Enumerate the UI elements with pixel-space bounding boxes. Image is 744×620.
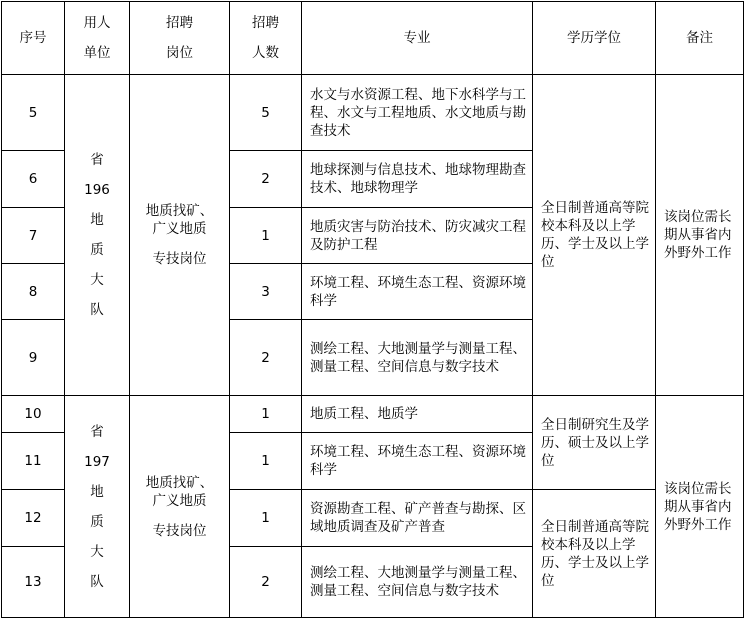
degree-cell: 全日制研究生及学历、硕士及以上学位 [533, 396, 656, 490]
recruitment-table [1, 1, 744, 618]
row-major: 环境工程、环境生态工程、资源环境科学 [302, 433, 533, 490]
unit-cell: 省 197 地 质 大 队 [65, 396, 130, 618]
row-seq: 6 [2, 151, 65, 208]
row-seq: 9 [2, 320, 65, 396]
row-count: 1 [230, 208, 302, 264]
row-count: 5 [230, 75, 302, 151]
row-count: 3 [230, 264, 302, 320]
header-unit: 用人 单位 [65, 2, 130, 75]
row-major: 测绘工程、大地测量学与测量工程、测量工程、空间信息与数字技术 [302, 547, 533, 618]
row-count: 1 [230, 396, 302, 433]
unit-cell: 省 196 地 质 大 队 [65, 75, 130, 396]
row-major: 环境工程、环境生态工程、资源环境科学 [302, 264, 533, 320]
row-major: 地球探测与信息技术、地球物理勘查技术、地球物理学 [302, 151, 533, 208]
header-row [2, 2, 744, 75]
row-major: 地质灾害与防治技术、防灾减灾工程及防护工程 [302, 208, 533, 264]
row-seq: 13 [2, 547, 65, 618]
header-post: 招聘 岗位 [130, 2, 230, 75]
row-seq: 5 [2, 75, 65, 151]
row-major: 水文与水资源工程、地下水科学与工程、水文与工程地质、水文地质与勘查技术 [302, 75, 533, 151]
row-major: 资源勘查工程、矿产普查与勘探、区域地质调查及矿产普查 [302, 490, 533, 547]
degree-cell: 全日制普通高等院校本科及以上学历、学士及以上学位 [533, 490, 656, 618]
table-row [2, 75, 744, 151]
row-seq: 7 [2, 208, 65, 264]
post-cell: 地质找矿、 广义地质 专技岗位 [130, 75, 230, 396]
header-major: 专业 [302, 2, 533, 75]
note-cell: 该岗位需长期从事省内外野外工作 [656, 396, 744, 618]
row-count: 2 [230, 547, 302, 618]
degree-cell: 全日制普通高等院校本科及以上学历、学士及以上学位 [533, 75, 656, 396]
row-seq: 11 [2, 433, 65, 490]
post-cell: 地质找矿、 广义地质 专技岗位 [130, 396, 230, 618]
row-seq: 8 [2, 264, 65, 320]
row-major: 地质工程、地质学 [302, 396, 533, 433]
table-row [2, 396, 744, 433]
row-seq: 10 [2, 396, 65, 433]
header-count: 招聘 人数 [230, 2, 302, 75]
row-major: 测绘工程、大地测量学与测量工程、测量工程、空间信息与数字技术 [302, 320, 533, 396]
row-count: 2 [230, 320, 302, 396]
note-cell: 该岗位需长期从事省内外野外工作 [656, 75, 744, 396]
header-degree: 学历学位 [533, 2, 656, 75]
header-seq: 序号 [2, 2, 65, 75]
row-count: 1 [230, 490, 302, 547]
header-note: 备注 [656, 2, 744, 75]
row-count: 2 [230, 151, 302, 208]
row-seq: 12 [2, 490, 65, 547]
row-count: 1 [230, 433, 302, 490]
